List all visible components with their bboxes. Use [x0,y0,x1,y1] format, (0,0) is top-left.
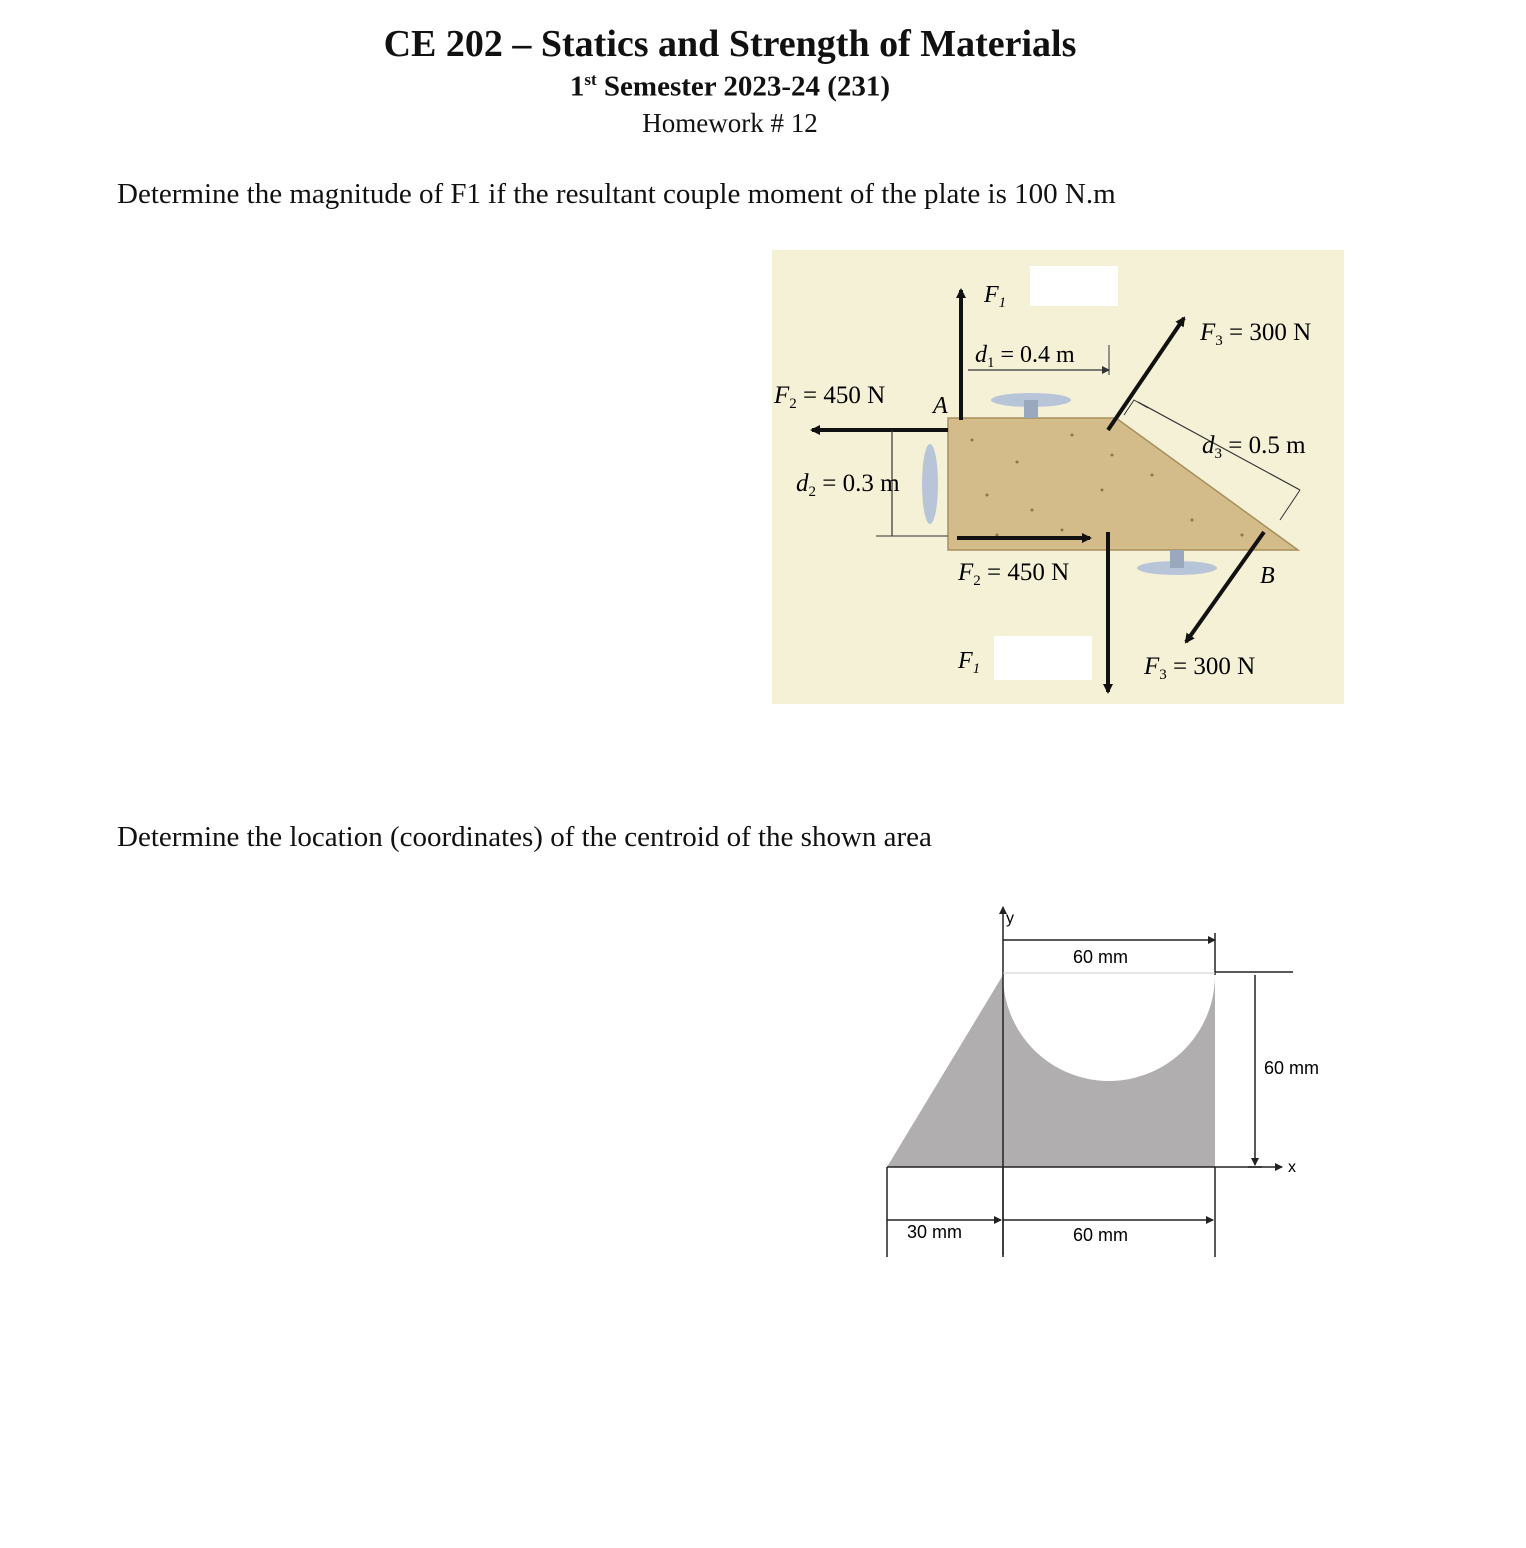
y-axis-label: y [1006,910,1014,927]
right-base-label: 60 mm [1073,1225,1129,1245]
couple-moment-figure [772,250,1344,704]
top-support-post [1024,400,1038,418]
semester-ordinal: 1 [569,70,585,103]
semester-text: Semester 2023-24 (231) [596,70,891,103]
d3-label: $d_3 = 0.5$ m [1202,432,1306,462]
height-label: 60 mm [1264,1058,1320,1078]
semester-superscript: st [584,70,597,89]
point-b-label: B [1260,563,1275,589]
f1-top-label: $F_1$ [984,282,1007,311]
f1-top-redaction [1030,266,1118,306]
top-width-label: 60 mm [1073,947,1129,967]
x-axis-label: x [1288,1159,1296,1176]
d2-label: $d_2 = 0.3$ m [796,470,900,500]
f2-left-label: $F_2 = 450$ N [774,382,886,412]
course-title: CE 202 – Statics and Strength of Materials [383,23,1077,65]
left-support [922,444,938,524]
bottom-support-post [1170,550,1184,568]
problem1-question: Determine the magnitude of F1 if the resultant couple moment of the plate is 100 N.m [117,178,1116,210]
shaded-area [887,975,1215,1167]
problem2-question: Determine the location (coordinates) of the centroid of the shown area [117,821,932,853]
centroid-figure [870,895,1350,1265]
f2-bottom-label: $F_2 = 450$ N [958,559,1070,589]
f1-bottom-label: $F_1$ [958,648,981,677]
semester-line [0,70,1460,104]
f1-bottom-redaction [994,636,1092,680]
left-base-label: 30 mm [907,1222,963,1242]
f3-top-label: $F_3 = 300$ N [1200,319,1312,349]
f3-bottom-label: $F_3 = 300$ N [1144,653,1256,683]
homework-number: Homework # 12 [642,108,818,138]
d1-label: $d_1 = 0.4$ m [975,342,1075,371]
point-a-label: A [933,393,948,419]
